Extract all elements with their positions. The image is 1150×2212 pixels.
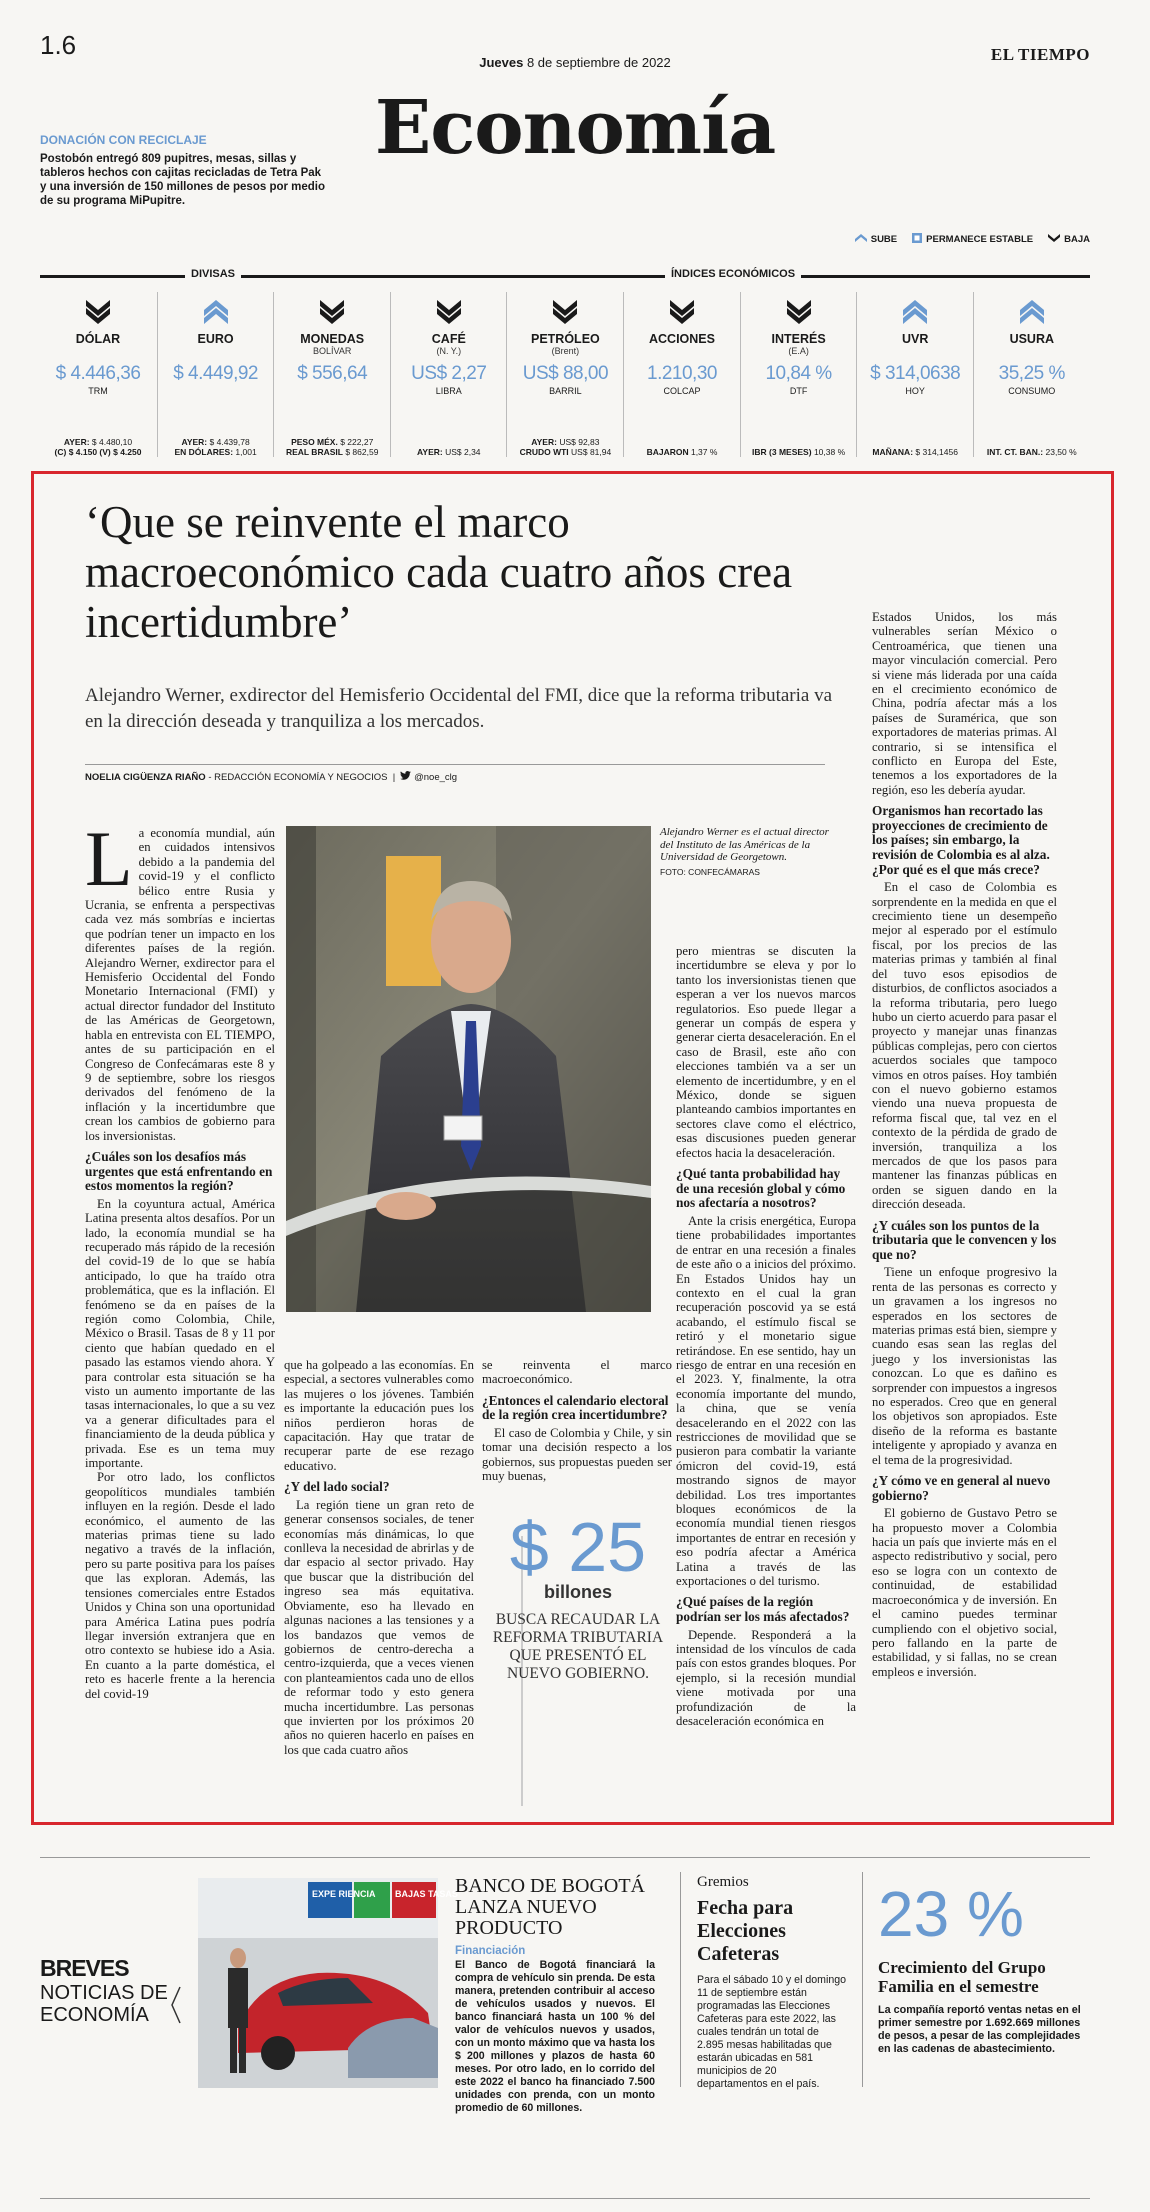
brief-gremios [697, 1874, 847, 2091]
indicator-unit: DTF [789, 386, 808, 396]
indicator-0 [40, 292, 156, 457]
indicator-foot: BAJARON 1,37 % [646, 447, 718, 457]
indicator-name: UVR [901, 332, 929, 346]
indicator-value: 1.210,30 [647, 363, 717, 384]
divider [40, 1857, 1090, 1858]
indicator-value: US$ 88,00 [522, 363, 609, 384]
article-column-3: se reinventa el marco macroeconómico. ¿Entonces el calendario electoral de la región crea incertidumbre? El caso de Colombia y Chile, y sin tomar una decisión respecto a los gobiernos, sus propuestas pueden ser muy buenas, [482, 1358, 672, 1484]
page-number: 1.6 [40, 30, 77, 60]
indicators-strip [40, 268, 1090, 463]
legend-down: BAJA [1047, 232, 1090, 247]
arrow-down-icon [434, 296, 464, 326]
divider [680, 1872, 681, 2087]
arrow-up-icon [1017, 296, 1047, 326]
breves-label: BREVES NOTICIAS DE ECONOMÍA [40, 1955, 168, 2026]
brief-kicker: Financiación [455, 1945, 526, 1957]
indicator-value: US$ 2,27 [411, 363, 487, 384]
arrow-up-icon [201, 296, 231, 326]
article-photo [286, 826, 651, 1312]
donation-label: DONACIÓN CON RECICLAJE [40, 133, 207, 147]
indicator-value: 35,25 % [998, 363, 1065, 384]
indicator-sub [40, 346, 156, 357]
byline-author: NOELIA CIGÜENZA RIAÑO [85, 772, 206, 783]
indicator-unit: HOY [905, 386, 925, 396]
indicator-foot: AYER: $ 4.480,10 (C) $ 4.150 (V) $ 4.250 [54, 437, 142, 457]
breves-photo [198, 1878, 458, 2088]
indicator-6 [740, 292, 857, 457]
indicator-value: $ 556,64 [297, 363, 368, 384]
indicator-foot: AYER: $ 4.439,78 EN DÓLARES: 1,001 [174, 437, 257, 457]
date-line [0, 55, 1150, 70]
indicator-name: INTERÉS [771, 332, 826, 346]
photo-sign-2: BAJAS TASAS [395, 1889, 458, 1899]
arrow-up-icon [900, 296, 930, 326]
indicator-unit: LIBRA [435, 386, 462, 396]
arrow-down-icon [667, 296, 697, 326]
indicator-unit: COLCAP [663, 386, 701, 396]
indicator-name: DÓLAR [75, 332, 121, 346]
arrow-up-icon [854, 232, 868, 247]
indicator-foot: IBR (3 MESES) 10,38 % [752, 447, 846, 457]
question-heading: ¿Cuáles son los desafíos más urgentes que está enfrentando en estos momentos la región? [85, 1148, 273, 1194]
pullquote [488, 1508, 668, 1683]
indicator-name: MONEDAS [300, 332, 365, 346]
answer-paragraph: La región tiene un gran reto de generar consensos sociales, de tener economías más dinámicas, lo que conlleva la necesidad de abrirlas y de dar espacio al sector privado. Hay que buscar que la distribución del ingreso sea más equitativa. Obviamente, eso ha llevado en algunas naciones a las tensiones y a los bandazos que vemos de gobiernos de centro-derecha a centro-izquierda, que a veces vienen con planteamientos cada uno de ellos de reformar todo y esto genera mucha incertidumbre. Las personas que invierten por los próximos 20 años no quieren hacerlo en países en los que cada cuatro años [284, 1497, 474, 1757]
twitter-icon [400, 772, 411, 783]
donation-text: Postobón entregó 809 pupitres, mesas, sillas y tableros hechos con cajitas recicladas de Tetra Pak y una inversión de 150 millones de pesos por medio de su programa MiPupitre. [40, 153, 326, 207]
indicator-8 [973, 292, 1090, 457]
brief-number: 23 % [878, 1878, 1024, 1950]
question-heading: Organismos han recortado las proyecciones de crecimiento de los países; sin embargo, la revisión de Colombia es al alza. ¿Por qué es el que más crece? [872, 803, 1050, 877]
legend-stable: PERMANECE ESTABLE [911, 232, 1033, 247]
indicator-unit: BARRIL [549, 386, 582, 396]
indicator-foot: INT. CT. BAN.: 23,50 % [986, 447, 1077, 457]
indicator-name: ACCIONES [649, 332, 715, 346]
indicator-value: $ 4.446,36 [55, 363, 141, 384]
answer-paragraph: En el caso de Colombia es sorprendente en la medida en que el crecimiento tiene un desempeño mejor al esperado por el estímulo fiscal, por los precios de las materias primas y también al final del tuvo esos episodios de disturbios, de conflictos asociados a la reforma tributaria, pero luego hubo un cierto acuerdo para pasar el proyecto y manejar unas finanzas públicas complejas, pero con ciertos acuerdos sociales que tampoco vimos en otros países. Hoy también con el nuevo gobierno estamos viendo una nueva propuesta de reforma fiscal que, tal vez en el contexto de la pérdida de grado de inversión, tranquiliza a los mercados de que los pasos para mantener las finanzas públicas en orden se siguen dando en la dirección deseada. [872, 880, 1057, 1212]
trend-legend [854, 232, 1090, 247]
brief-familia [878, 1878, 1093, 2056]
answer-paragraph: Ante la crisis energética, Europa tiene probabilidades importantes de entrar en una recesión a finales de este año o a inicios del próximo. En Estados Unidos hay un contexto en el cual la gran recuperación poscovid ya se está acabando, el estímulo fiscal se retiró y el monetario sigue retirándose. En ese sentido, hay un riesgo de entrar en una recesión en el 2023. Y, finalmente, la otra economía importante del mundo, la china, que se venía desacelerando en el 2022 con las restricciones de movilidad que se pusieron para combatir la variante ómicron del covid-19, está mostrando signos de mayor debilidad. Los tres importantes bloques económicos de la economía mundial tienen riesgos importantes de entrar en recesión y eso podría afectar a América Latina a través de las exportaciones o del turismo. [676, 1213, 856, 1589]
indicator-sub [857, 346, 973, 357]
byline: NOELIA CIGÜENZA RIAÑO - REDACCIÓN ECONOMÍA Y NEGOCIOS | @noe_clg [85, 764, 825, 783]
article-column-2: que ha golpeado a las economías. En especial, a sectores vulnerables como las mujeres o los jóvenes. También es importante la educación pues los niños perdieron horas de capacitación. Hay que tratar de recuperar parte de ese rezago educativo. ¿Y del lado social? La región tiene un gran reto de generar consensos sociales, de tener economías más dinámicas, lo que conlleva la necesidad de abrirlas y de dar espacio al sector privado. Hay que buscar que la distribución del ingreso sea más equitativa. Obviamente, eso ha llevado en algunas naciones a las tensiones y a los bandazos que vemos de gobiernos de centro-derecha a centro-izquierda, que a veces vienen con planteamientos cada uno de ellos de reformar todo y esto genera mucha incertidumbre. Las personas que invierten por los próximos 20 años no quieren hacerlo en países en los que cada cuatro años [284, 1358, 474, 1757]
byline-handle: @noe_clg [414, 772, 458, 783]
indicator-value: $ 4.449,92 [173, 363, 258, 384]
group-indices: ÍNDICES ECONÓMICOS [665, 268, 801, 280]
article-headline: ‘Que se reinvente el marco macroeconómico cada cuatro años crea incertidumbre’ [85, 497, 793, 647]
answer-paragraph: Depende. Responderá a la intensidad de los vínculos de cada país con estos grandes bloques. Por ejemplo, si la recesión mundial viene motivada por una profundización de la desaceleración económica en [676, 1627, 856, 1729]
indicator-foot: PESO MÉX. $ 222,27 REAL BRASIL $ 862,59 [285, 437, 379, 457]
indicator-sub [974, 346, 1090, 357]
indicator-2 [273, 292, 390, 457]
answer-paragraph: El caso de Colombia y Chile, y sin tomar una decisión respecto a los gobiernos, sus propuestas pueden ser muy buenas, [482, 1426, 672, 1484]
drop-cap: L [85, 815, 133, 902]
indicator-value: $ 314,0638 [870, 363, 961, 384]
indicator-sub: BOLÍVAR [313, 346, 352, 356]
indicator-foot: AYER: US$ 2,34 [417, 447, 481, 457]
indicator-name: CAFÉ [431, 332, 466, 346]
answer-paragraph: Por otro lado, los conflictos geopolíticos mundiales también influyen en la región. Desde el lado económico, el aumento de las materias primas tiene su lado negativo a través de la inflación, pero su parte positiva para los países que las exploran. Además, las tensiones comerciales entre Estados Unidos y China son una oportunidad para América Latina pues podría llegar inversión extranjera que en otro contexto se hubiese ido a Asia. En cuanto a la parte doméstica, el reto es hacerle frente a la herencia del covid-19 [85, 1470, 275, 1701]
indicator-foot: MAÑANA: $ 314,1456 [872, 447, 958, 457]
question-heading: ¿Entonces el calendario electoral de la región crea incertidumbre? [482, 1392, 669, 1423]
pullquote-label: billones [543, 1582, 612, 1602]
indicator-sub: (Brent) [551, 346, 580, 356]
brief-title: Crecimiento del Grupo Familia en el semestre [878, 1958, 1046, 1996]
article-column-1: La economía mundial, aún en cuidados intensivos debido a la pandemia del covid-19 y el conflicto bélico entre Rusia y Ucrania, se enfrenta a perspectivas cada vez más sombrías e inciertas que podrían tener un impacto en los diferentes países de la región. Alejandro Werner, exdirector para el Hemisferio Occidental del Fondo Monetario Internacional (FMI) y actual director fundador del Instituto de las Américas de Georgetown, habla en entrevista con EL TIEMPO, antes de su participación en el Congreso de Confecámaras este 8 y 9 de septiembre, sobre los riesgos derivados del fenómeno de la inflación y la incertidumbre que crean los cambios de gobierno para los inversionistas. ¿Cuáles son los desafíos más urgentes que está enfrentando en estos momentos la región? En la coyuntura actual, América Latina presenta altos desafíos. Por un lado, la economía mundial se ha recuperado más rápido de la recesión del covid-19 de lo que se había anticipado, lo que ha traído otra problemática, que es la inflación. El fenómeno se da en países de la región como Colombia, Chile, México o Brasil. Tasas de 8 y 11 por ciento que habían quedado en el pasado las estamos viendo ahora. Y para controlar esta situación se ha visto un aumento importante de las tasas internacionales, lo que a su vez va a generar dificultades para el financiamiento de la deuda pública y privada. Ese es un tema muy importante. Por otro lado, los conflictos geopolíticos mundiales también influyen en la región. Desde el lado económico, el aumento de las materias primas tiene su lado negativo a través de la inflación, pero su parte positiva para los países que las exploran. Además, las tensiones comerciales entre Estados Unidos y China son una oportunidad para América Latina pues podría llegar inversión extranjera que en otro contexto se hubiese ido a Asia. En cuanto a la parte doméstica, el reto es hacerle frente a la herencia del covid-19 [85, 815, 275, 1701]
answer-paragraph: En la coyuntura actual, América Latina presenta altos desafíos. Por un lado, la economía mundial se ha recuperado más rápido de la recesión del covid-19 de lo que se había anticipado, lo que ha traído otra problemática, que es la inflación. El fenómeno se da en países de la región como Colombia, Chile, México o Brasil. Tasas de 8 y 11 por ciento que habían quedado en el pasado las estamos viendo ahora. Y para controlar esta situación se ha visto un aumento importante de las tasas internacionales, lo que a su vez va a generar dificultades para el financiamiento de la deuda pública y privada. Ese es un tema muy importante. [85, 1196, 275, 1471]
photo-caption: Alejandro Werner es el actual director del Instituto de las Américas de la Universidad de Georgetown. FOTO: CONFECÁMARAS [660, 826, 840, 878]
answer-paragraph: El gobierno de Gustavo Petro se ha propuesto mover a Colombia hacia un país que invierte más en el aspecto redistributivo y social, pero eso se logra con un contexto de continuidad, de estabilidad macroeconómica y de inversión. En el camino puedes terminar cumpliendo con el objetivo social, pero fallando en la parte de estabilidad, y si fallas, no se crean empleos e inversión. [872, 1506, 1057, 1679]
indicator-sub: (E.A) [788, 346, 809, 356]
byline-desk: - REDACCIÓN ECONOMÍA Y NEGOCIOS [208, 772, 388, 783]
indicator-4 [506, 292, 623, 457]
arrow-down-icon [83, 296, 113, 326]
question-heading: ¿Y cómo ve en general al nuevo gobierno? [872, 1473, 1051, 1503]
indicator-name: PETRÓLEO [531, 332, 600, 346]
indicator-value: 10,84 % [765, 363, 832, 384]
arrow-down-icon [317, 296, 347, 326]
answer-paragraph: Tiene un enfoque progresivo la renta de las personas es correcto y un gravamen a los ingresos no esperados en los sectores de materias primas está bien, siempre y cuando esas sean las reglas del juego y los inversionistas las conozcan. Lo que es dañino es sorprender con impuestos a ingresos no esperados. Creo que en general los objetivos son apropiados. Este diseño de la reforma es bastante inteligente y apropiado y avanza en el tema de la progresividad. [872, 1265, 1057, 1467]
indicator-unit: TRM [88, 386, 108, 396]
section-title: Economía [374, 85, 776, 171]
indicator-name: EURO [197, 332, 234, 346]
brief-title: Fecha para Elecciones Cafeteras [697, 1897, 794, 1965]
article-column-5: Estados Unidos, los más vulnerables serían México o Centroamérica, que tienen una mayor vinculación comercial. Pero si viene más liderada por una caída en el crecimiento económico de China, podría afectar más a los países de Suramérica, que son exportadores de materias primas. Al contrario, si se intensifica el conflicto en Europa del Este, tenemos a los exportadores de la región, eso les debería ayudar. Organismos han recortado las proyecciones de crecimiento de los países; sin embargo, la revisión de Colombia es al alza. ¿Por qué es el que más crece? En el caso de Colombia es sorprendente en la medida en que el crecimiento tiene un desempeño mejor al esperado por el estímulo fiscal, por los precios de las materias primas y también al final del tuvo esos episodios de disturbios, de conflictos asociados a la reforma tributaria, pero luego hubo un cierto acuerdo para pasar el proyecto y manejar unas finanzas públicas complejas, pero con ciertos acuerdos sociales que tampoco vimos en otros países. Hoy también con el nuevo gobierno estamos viendo una nueva propuesta de reforma fiscal que, tal vez en el contexto de la pérdida de grado de inversión, tranquiliza a los mercados de que los pasos para mantener las finanzas públicas en orden se siguen dando en la dirección deseada. ¿Y cuáles son los puntos de la tributaria que le convencen y los que no? Tiene un enfoque progresivo la renta de las personas es correcto y un gravamen a los ingresos no esperados en los sectores de materias primas está bien, siempre y cuando esas sean las reglas del juego y los inversionistas las conozcan. Lo que es dañino es sorprender con impuestos a ingresos no esperados. Creo que en general los objetivos son apropiados. Este diseño de la reforma es bastante inteligente y apropiado y avanza en el tema de la progresividad. ¿Y cómo ve en general al nuevo gobierno? El gobierno de Gustavo Petro se ha propuesto mover a Colombia hacia un país que invierte más en el aspecto redistributivo y social, pero eso se logra con un contexto de continuidad, de estabilidad macroeconómica y de inversión. En el camino puedes terminar cumpliendo con el objetivo social, pero fallando en la parte de estabilidad, y si fallas, no se crean empleos e inversión. [872, 610, 1057, 1679]
question-heading: ¿Qué tanta probabilidad hay de una recesión global y cómo nos afectaría a nosotros? [676, 1166, 846, 1211]
question-heading: ¿Y del lado social? [284, 1479, 390, 1495]
stable-square-icon [911, 232, 923, 247]
legend-up: SUBE [854, 232, 897, 247]
indicator-1 [157, 292, 274, 457]
divider [862, 1872, 863, 2087]
question-heading: ¿Qué países de la región podrían ser los más afectados? [676, 1594, 850, 1625]
date-rest: 8 de septiembre de 2022 [526, 55, 671, 70]
article-column-4: pero mientras se discuten la incertidumbre se eleva y por lo tanto los inversionistas tienen que esperan a ver los nuevos marcos regulatorios. Eso puede llegar a generar un compás de espera y generar cierta desaceleración. En el caso de Brasil, este año con elecciones también va a ser un elemento de incertidumbre, y en el México, donde se siguen planteando cambios importantes en sectores clave como el eléctrico, esas discusiones pueden generar efectos hacia la desaceleración. ¿Qué tanta probabilidad hay de una recesión global y cómo nos afectaría a nosotros? Ante la crisis energética, Europa tiene probabilidades importantes de entrar en una recesión a finales de este año o a inicios del próximo. En Estados Unidos hay un contexto en el cual la gran recuperación poscovid ya se está acabando, el estímulo fiscal se retiró y el monetario sigue retirándose. En ese sentido, hay un riesgo de entrar en una recesión en el 2023. Y, finalmente, la otra economía importante del mundo, la china, que se venía desacelerando en el 2022 con las restricciones de movilidad que se pusieron para combatir la variante ómicron del covid-19, está mostrando signos de mayor debilidad. Los tres importantes bloques económicos de la economía mundial tienen riesgos importantes de entrar en recesión y eso podría afectar a América Latina a través de las exportaciones o del turismo. ¿Qué países de la región podrían ser los más afectados? Depende. Responderá a la intensidad de los vínculos de cada país con estos grandes bloques. Por ejemplo, si la recesión mundial viene motivada por una profundización de la desaceleración económica en [676, 944, 856, 1729]
date-day: Jueves [479, 55, 524, 70]
photo-credit: FOTO: CONFECÁMARAS [660, 866, 760, 877]
arrow-down-icon [784, 296, 814, 326]
brief-title: BANCO DE BOGOTÁ LANZA NUEVO PRODUCTO [455, 1875, 645, 1939]
brief-text: Para el sábado 10 y el domingo 11 de septiembre están programadas las Elecciones Cafeteras para este 2022, las cuales tendrán un total de 2.895 mesas habilitadas que estarán ubicadas en 581 municipios de 20 departamentos en el país. [697, 1974, 847, 2090]
indicator-sub [158, 346, 274, 357]
chevron-left-icon [170, 1985, 182, 2030]
indicator-foot: AYER: US$ 92,83 CRUDO WTI US$ 81,94 [519, 437, 612, 457]
photo-sign-1: EXPE RIENCIA [312, 1889, 376, 1899]
brief-text: La compañía reportó ventas netas en el primer semestre por 1.692.669 millones de pesos, a pesar de las complejidades en las cadenas de abastecimiento. [878, 2004, 1081, 2055]
brief-kicker: Gremios [697, 1874, 749, 1890]
indicator-sub [624, 346, 740, 357]
arrow-down-icon [1047, 232, 1061, 247]
brief-text: El Banco de Bogotá financiará la compra de vehículo sin prenda. De esta manera, pretenden contribuir al acceso de vehículos usados y nuevos. El banco financiará hasta un 100 % del valor de vehículos nuevos y usados, con un monto máximo que va hasta los $ 200 millones y plazos de hasta 60 meses. Por otro lado, en lo corrido del este 2022 el banco ha financiado 7.500 unidades con prenda, con un monto promedio de 60 millones. [455, 1959, 655, 2114]
indicator-name: USURA [1009, 332, 1055, 346]
indicator-3 [390, 292, 507, 457]
question-heading: ¿Y cuáles son los puntos de la tributaria que le convencen y los que no? [872, 1217, 1057, 1262]
pullquote-text: BUSCA RECAUDAR LA REFORMA TRIBUTARIA QUE PRESENTÓ EL NUEVO GOBIERNO. [492, 1611, 664, 1682]
divider [40, 2198, 1090, 2199]
indicator-unit: CONSUMO [1008, 386, 1056, 396]
arrow-down-icon [550, 296, 580, 326]
indicator-sub: (N. Y.) [436, 346, 462, 356]
group-divisas: DIVISAS [185, 268, 241, 280]
indicator-5 [623, 292, 740, 457]
brand-logo: EL TIEMPO [990, 45, 1090, 64]
article-dek: Alejandro Werner, exdirector del Hemisferio Occidental del FMI, dice que la reforma tributaria va en la dirección deseada y tranquiliza a los mercados. [85, 685, 833, 732]
brief-banco [455, 1876, 655, 2115]
indicator-7 [856, 292, 973, 457]
pullquote-number: $ 25 [509, 1508, 647, 1586]
